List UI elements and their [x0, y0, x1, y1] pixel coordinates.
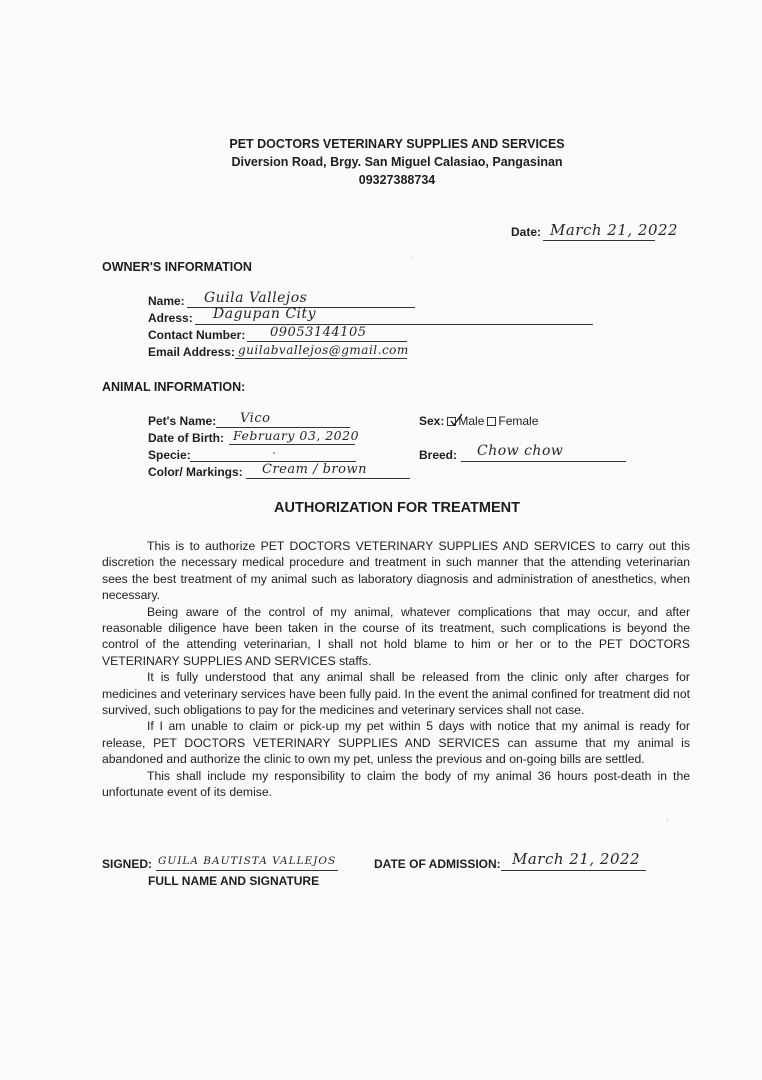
sex-label: Sex: — [419, 414, 445, 428]
owner-email-value: guilabvallejos@gmail.com — [238, 343, 409, 357]
admission-value: March 21, 2022 — [512, 850, 641, 868]
color-value: Cream / brown — [262, 462, 367, 477]
dob-value: February 03, 2020 — [233, 428, 360, 443]
business-phone: 09327388734 — [358, 173, 436, 187]
authorization-body — [102, 538, 690, 801]
authorization-paragraph: It is fully understood that any animal shall be released from the clinic only after charges for medicines and veterinary services have been fully paid. In the event the animal confined for treatment did not survived, such obligations to pay for the medicines and veterinary services shall not case. — [102, 670, 690, 718]
authorization-paragraph: Being aware of the control of my animal, whatever complications that may occur, and after reasonable diligence have been taken in the course of its treatment, such complications is beyond the control of the attending veterinarian, I shall not hold blame to him or her or to the PET DOCTORS VETERINARY SUPPLIES AND SERVICES staffs. — [102, 604, 690, 668]
color-label: Color/ Markings: — [148, 465, 243, 479]
pet-name-value: Vico — [240, 411, 271, 426]
sex-field — [419, 414, 538, 428]
breed-label: Breed: — [419, 448, 458, 462]
signed-label: SIGNED: — [102, 857, 153, 871]
signed-value: GUILA BAUTISTA VALLEJOS — [158, 855, 337, 867]
owner-contact-value: 09053144105 — [270, 325, 367, 340]
male-option-label: Male — [458, 414, 485, 428]
owner-name-label: Name: — [148, 294, 185, 308]
owner-email-label: Email Address: — [148, 345, 235, 359]
specie-label: Specie: — [148, 448, 191, 462]
authorization-paragraph: If I am unable to claim or pick-up my pet within 5 days with notice that my animal is ready for release, PET DOCTORS VETERINARY SUPPLIES AND SERVICES can assume that my animal is abandoned and authorize the clinic to own my pet, unless the previous and on-going bills are settled. — [102, 719, 690, 767]
owner-address-label: Adress: — [148, 311, 193, 325]
paper-mark: , — [666, 812, 669, 823]
pet-name-label: Pet's Name: — [148, 414, 217, 428]
signature-caption: FULL NAME AND SIGNATURE — [148, 874, 320, 888]
animal-section-title: ANIMAL INFORMATION: — [102, 380, 246, 394]
authorization-paragraph: This shall include my responsibility to claim the body of my animal 36 hours post-death in the unfortunate event of its demise. — [102, 768, 690, 800]
dob-label: Date of Birth: — [148, 431, 224, 445]
owner-name-value: Guila Vallejos — [204, 290, 308, 306]
admission-label: DATE OF ADMISSION: — [374, 857, 501, 871]
female-checkbox[interactable] — [487, 417, 496, 426]
male-check-mark — [449, 413, 463, 427]
date-value: March 21, 2022 — [550, 221, 679, 239]
authorization-paragraph: This is to authorize PET DOCTORS VETERINARY SUPPLIES AND SERVICES to carry out this discretion the necessary medical procedure and treatment in such manner that the attending veterinarian sees the best treatment of my animal such as laboratory diagnosis and administration of anesthetics, when necessary. — [102, 539, 690, 603]
owner-section-title: OWNER'S INFORMATION — [102, 260, 252, 274]
owner-contact-label: Contact Number: — [148, 328, 246, 342]
female-option-label: Female — [498, 414, 539, 428]
date-label: Date: — [511, 225, 542, 239]
paper-mark: · — [410, 252, 414, 263]
business-name: PET DOCTORS VETERINARY SUPPLIES AND SERVICES — [229, 137, 565, 151]
breed-value: Chow chow — [477, 443, 564, 459]
business-address: Diversion Road, Brgy. San Miguel Calasiao, Pangasinan — [231, 155, 563, 169]
authorization-title: AUTHORIZATION FOR TREATMENT — [274, 500, 520, 516]
specie-value: · — [272, 445, 276, 459]
owner-address-value: Dagupan City — [213, 306, 317, 322]
